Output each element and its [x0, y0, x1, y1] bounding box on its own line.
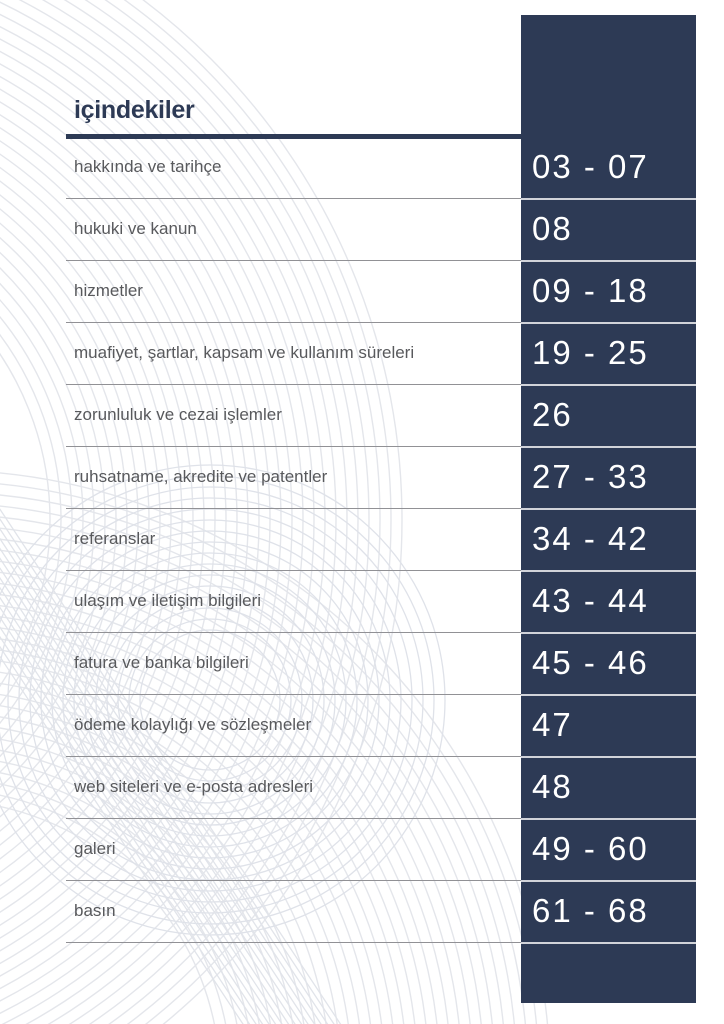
row-divider-line: [66, 446, 521, 447]
row-divider-line: [66, 632, 521, 633]
toc-row-label: ödeme kolaylığı ve sözleşmeler: [74, 715, 312, 734]
toc-row: [0, 694, 724, 756]
toc-row: [0, 632, 724, 694]
row-divider-line: [66, 756, 521, 757]
row-divider-line: [66, 818, 521, 819]
column-divider-line: [521, 446, 696, 448]
row-divider-line: [66, 508, 521, 509]
toc-row: [0, 818, 724, 880]
toc-row: [0, 570, 724, 632]
toc-row: [0, 384, 724, 446]
column-divider-line: [521, 756, 696, 758]
toc-row-pages: 03 - 07: [532, 148, 649, 185]
toc-row: [0, 136, 724, 198]
column-divider-line: [521, 384, 696, 386]
toc-row: [0, 880, 724, 942]
column-divider-line: [521, 260, 696, 262]
column-divider-line: [521, 880, 696, 882]
toc-row-label: zorunluluk ve cezai işlemler: [74, 405, 282, 424]
column-divider-line: [521, 570, 696, 572]
toc-row-pages: 47: [532, 706, 573, 743]
row-divider-line: [66, 260, 521, 261]
toc-row-label: web siteleri ve e-posta adresleri: [74, 777, 314, 796]
toc-row-pages: 43 - 44: [532, 582, 649, 619]
toc-row-label: hukuki ve kanun: [74, 219, 197, 238]
toc-row-pages: 26: [532, 396, 573, 433]
column-divider-line: [521, 942, 696, 944]
toc-row-label: ulaşım ve iletişim bilgileri: [74, 591, 262, 610]
toc-row-pages: 09 - 18: [532, 272, 649, 309]
toc-row-pages: 34 - 42: [532, 520, 649, 557]
toc-row-pages: 48: [532, 768, 573, 805]
toc-row-label: ruhsatname, akredite ve patentler: [74, 467, 328, 486]
toc-row-label: referanslar: [74, 529, 156, 548]
toc-row: [0, 756, 724, 818]
row-divider-line: [66, 942, 521, 943]
row-divider-line: [66, 694, 521, 695]
row-divider-line: [66, 570, 521, 571]
toc-row-pages: 27 - 33: [532, 458, 649, 495]
column-divider-line: [521, 694, 696, 696]
toc-row-pages: 49 - 60: [532, 830, 649, 867]
toc-row-label: basın: [74, 901, 116, 920]
toc-row-label: hakkında ve tarihçe: [74, 157, 222, 176]
toc-row: [0, 198, 724, 260]
toc-row: [0, 446, 724, 508]
toc-row: [0, 508, 724, 570]
toc-row-pages: 08: [532, 210, 573, 247]
toc-row-pages: 19 - 25: [532, 334, 649, 371]
toc-row: [0, 260, 724, 322]
toc-row: [0, 322, 724, 384]
row-divider-line: [66, 384, 521, 385]
row-divider-line: [66, 198, 521, 199]
toc-row-label: fatura ve banka bilgileri: [74, 653, 249, 672]
column-divider-line: [521, 198, 696, 200]
row-divider-line: [66, 322, 521, 323]
toc-row-label: muafiyet, şartlar, kapsam ve kullanım süreleri: [74, 343, 415, 362]
toc-row-pages: 45 - 46: [532, 644, 649, 681]
page-title: içindekiler: [74, 96, 195, 124]
column-divider-line: [521, 818, 696, 820]
row-divider-line: [66, 880, 521, 881]
column-divider-line: [521, 508, 696, 510]
column-divider-line: [521, 632, 696, 634]
toc-row-label: hizmetler: [74, 281, 143, 300]
toc-row-pages: 61 - 68: [532, 892, 649, 929]
toc-row-label: galeri: [74, 839, 116, 858]
toc-list: [0, 136, 724, 942]
title-rule: [66, 134, 523, 139]
column-divider-line: [521, 322, 696, 324]
